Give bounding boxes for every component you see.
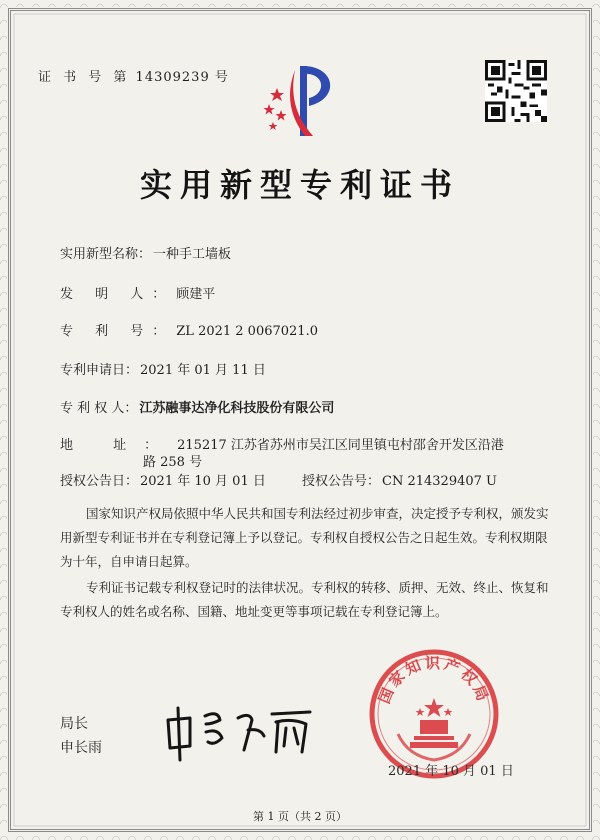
field-grant-number bbox=[302, 470, 497, 489]
field-name bbox=[60, 243, 231, 262]
field-name-value: 一种手工墙板 bbox=[153, 247, 232, 262]
certificate-title: 实用新型专利证书 bbox=[139, 166, 460, 204]
field-grant-number-value: CN 214329407 U bbox=[382, 474, 497, 489]
field-inventor bbox=[60, 283, 215, 302]
director-signature-icon bbox=[160, 690, 320, 770]
seal-text: 国家知识产权局 bbox=[375, 654, 493, 707]
seal-date: 2021 年 10 月 01 日 bbox=[388, 764, 514, 779]
field-inventor-value: 顾建平 bbox=[176, 287, 216, 302]
certificate-number-label: 证 书 号 第 bbox=[38, 70, 131, 85]
cnipa-logo-icon bbox=[255, 60, 345, 140]
qr-code-icon bbox=[485, 60, 547, 122]
field-grant-date-label: 授权公告日： bbox=[60, 474, 139, 489]
field-address-line2 bbox=[143, 451, 202, 470]
paragraph-legal-status: 专利证书记载专利权登记时的法律状况。专利权的转移、质押、无效、终止、恢复和专利权人的姓名或名称、国籍、地址变更等事项记载在专利登记簿上。 bbox=[60, 580, 549, 619]
field-filing-date bbox=[60, 359, 266, 378]
director-name: 申长雨 bbox=[60, 740, 102, 756]
field-patent-number bbox=[60, 320, 318, 339]
certificate-number-line bbox=[38, 66, 229, 85]
field-grant-number-label: 授权公告号： bbox=[302, 474, 381, 489]
field-grant-date bbox=[60, 470, 266, 489]
field-name-label: 实用新型名称： bbox=[60, 247, 152, 262]
field-address-value-line2: 路 258 号 bbox=[143, 455, 203, 470]
field-owner-label: 专 利 权 人： bbox=[60, 401, 138, 416]
field-patent-number-label: 专 利 号： bbox=[60, 324, 175, 339]
director-block bbox=[60, 712, 102, 760]
field-address bbox=[60, 434, 504, 453]
director-title: 局长 bbox=[60, 716, 88, 732]
field-inventor-label: 发 明 人： bbox=[60, 287, 175, 302]
field-patent-number-value: ZL 2021 2 0067021.0 bbox=[176, 324, 318, 339]
field-address-value-line1: 215217 江苏省苏州市吴江区同里镇屯村邵舍开发区沿港 bbox=[177, 438, 504, 453]
paragraph-grant-statement: 国家知识产权局依照中华人民共和国专利法经过初步审查，决定授予专利权，颁发实用新型专利证书并在专利登记簿上予以登记。专利权自授权公告之日起生效。专利权期限为十年，自申请日起算。 bbox=[60, 506, 549, 569]
field-grant-date-value: 2021 年 10 月 01 日 bbox=[140, 474, 266, 489]
field-filing-date-label: 专利申请日： bbox=[60, 363, 139, 378]
certificate-number-suffix: 号 bbox=[214, 70, 229, 85]
field-filing-date-value: 2021 年 01 月 11 日 bbox=[140, 363, 266, 378]
field-owner bbox=[60, 397, 334, 416]
field-owner-value: 江苏融事达净化科技股份有限公司 bbox=[139, 401, 335, 416]
field-address-label: 地 址： bbox=[60, 438, 176, 453]
page-number: 第 1 页（共 2 页） bbox=[253, 810, 347, 823]
certificate-number: 14309239 bbox=[135, 70, 210, 85]
